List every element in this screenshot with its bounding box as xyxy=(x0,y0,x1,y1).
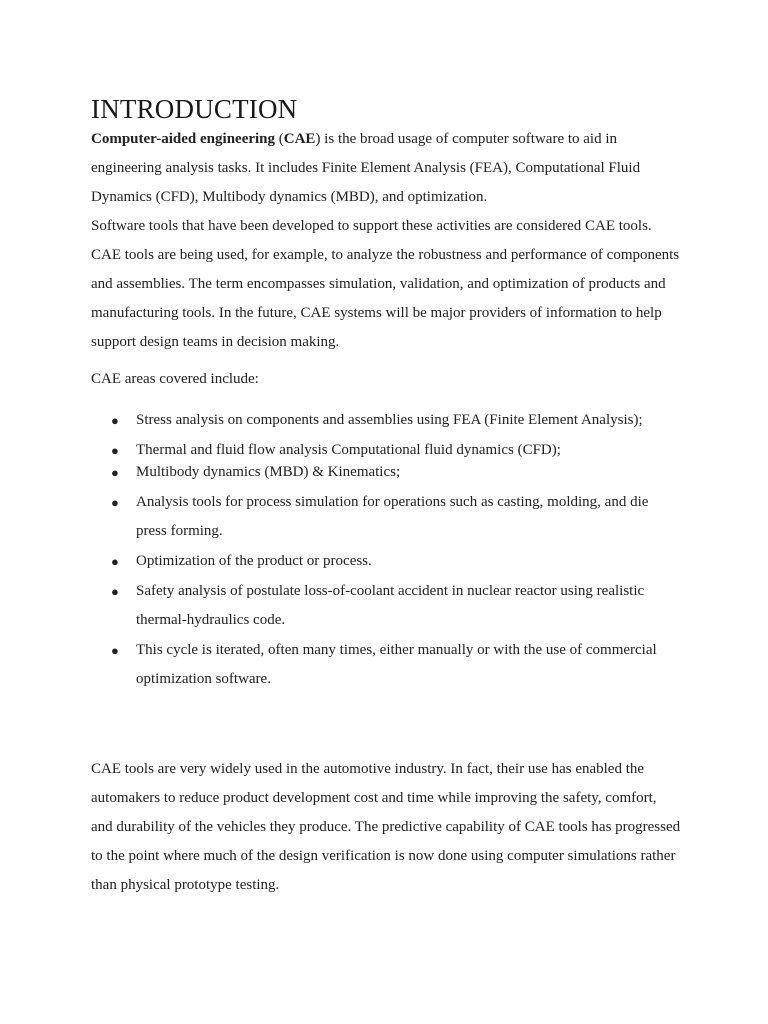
automotive-paragraph: CAE tools are very widely used in the automotive industry. In fact, their use has enabled the automakers to reduce product development cost and time while improving the safety, comfort, and durability of the vehicles they produce. The predictive capability of CAE tools has progressed to the point where much of the design verification is now done using computer simulations rather than physical prototype testing. xyxy=(91,761,681,893)
bullet-icon: ● xyxy=(111,413,119,428)
list-item xyxy=(91,577,681,635)
list-item xyxy=(91,488,681,546)
cae-abbreviation: CAE xyxy=(283,131,316,147)
list-item-text: Stress analysis on components and assemblies using FEA (Finite Element Analysis); xyxy=(136,412,643,428)
bullet-icon: ● xyxy=(111,584,119,599)
intro-rest: ) is the broad usage of computer software to aid in engineering analysis tasks. It includes Finite Element Analysis (FEA), Computational Fluid Dynamics (CFD), Multibody dynamics (MBD), and optimization. xyxy=(91,131,641,205)
paren-open: ( xyxy=(275,131,284,147)
page-title: INTRODUCTION xyxy=(91,94,298,124)
list-item-text: This cycle is iterated, often many times, either manually or with the use of commercial optimization software. xyxy=(136,642,657,687)
bullet-icon: ● xyxy=(111,554,119,569)
list-item xyxy=(91,547,681,576)
list-item xyxy=(91,458,681,487)
bullet-icon: ● xyxy=(111,643,119,658)
cae-term: Computer-aided engineering xyxy=(91,131,276,147)
intro-paragraph xyxy=(91,125,681,212)
list-item xyxy=(91,406,681,435)
list-item xyxy=(91,636,681,694)
list-item-text: Thermal and fluid flow analysis Computational fluid dynamics (CFD); xyxy=(136,442,561,458)
document-page xyxy=(91,92,681,900)
areas-label: CAE areas covered include: xyxy=(91,371,259,387)
list-item-text: Multibody dynamics (MBD) & Kinematics; xyxy=(136,464,401,480)
list-item-text: Analysis tools for process simulation for operations such as casting, molding, and die press forming. xyxy=(136,494,649,539)
list-item-text: Safety analysis of postulate loss-of-coolant accident in nuclear reactor using realistic thermal-hydraulics code. xyxy=(136,583,645,628)
bullet-icon: ● xyxy=(111,443,119,458)
bullet-icon: ● xyxy=(111,495,119,510)
tools-paragraph: Software tools that have been developed to support these activities are considered CAE tools. CAE tools are being used, for example, to analyze the robustness and performance of components and assemblies. The term encompasses simulation, validation, and optimization of products and manufacturing tools. In the future, CAE systems will be major providers of information to help support design teams in decision making. xyxy=(91,218,680,350)
cae-areas-list xyxy=(91,406,681,694)
list-item-text: Optimization of the product or process. xyxy=(136,553,372,569)
bullet-icon: ● xyxy=(111,465,119,480)
